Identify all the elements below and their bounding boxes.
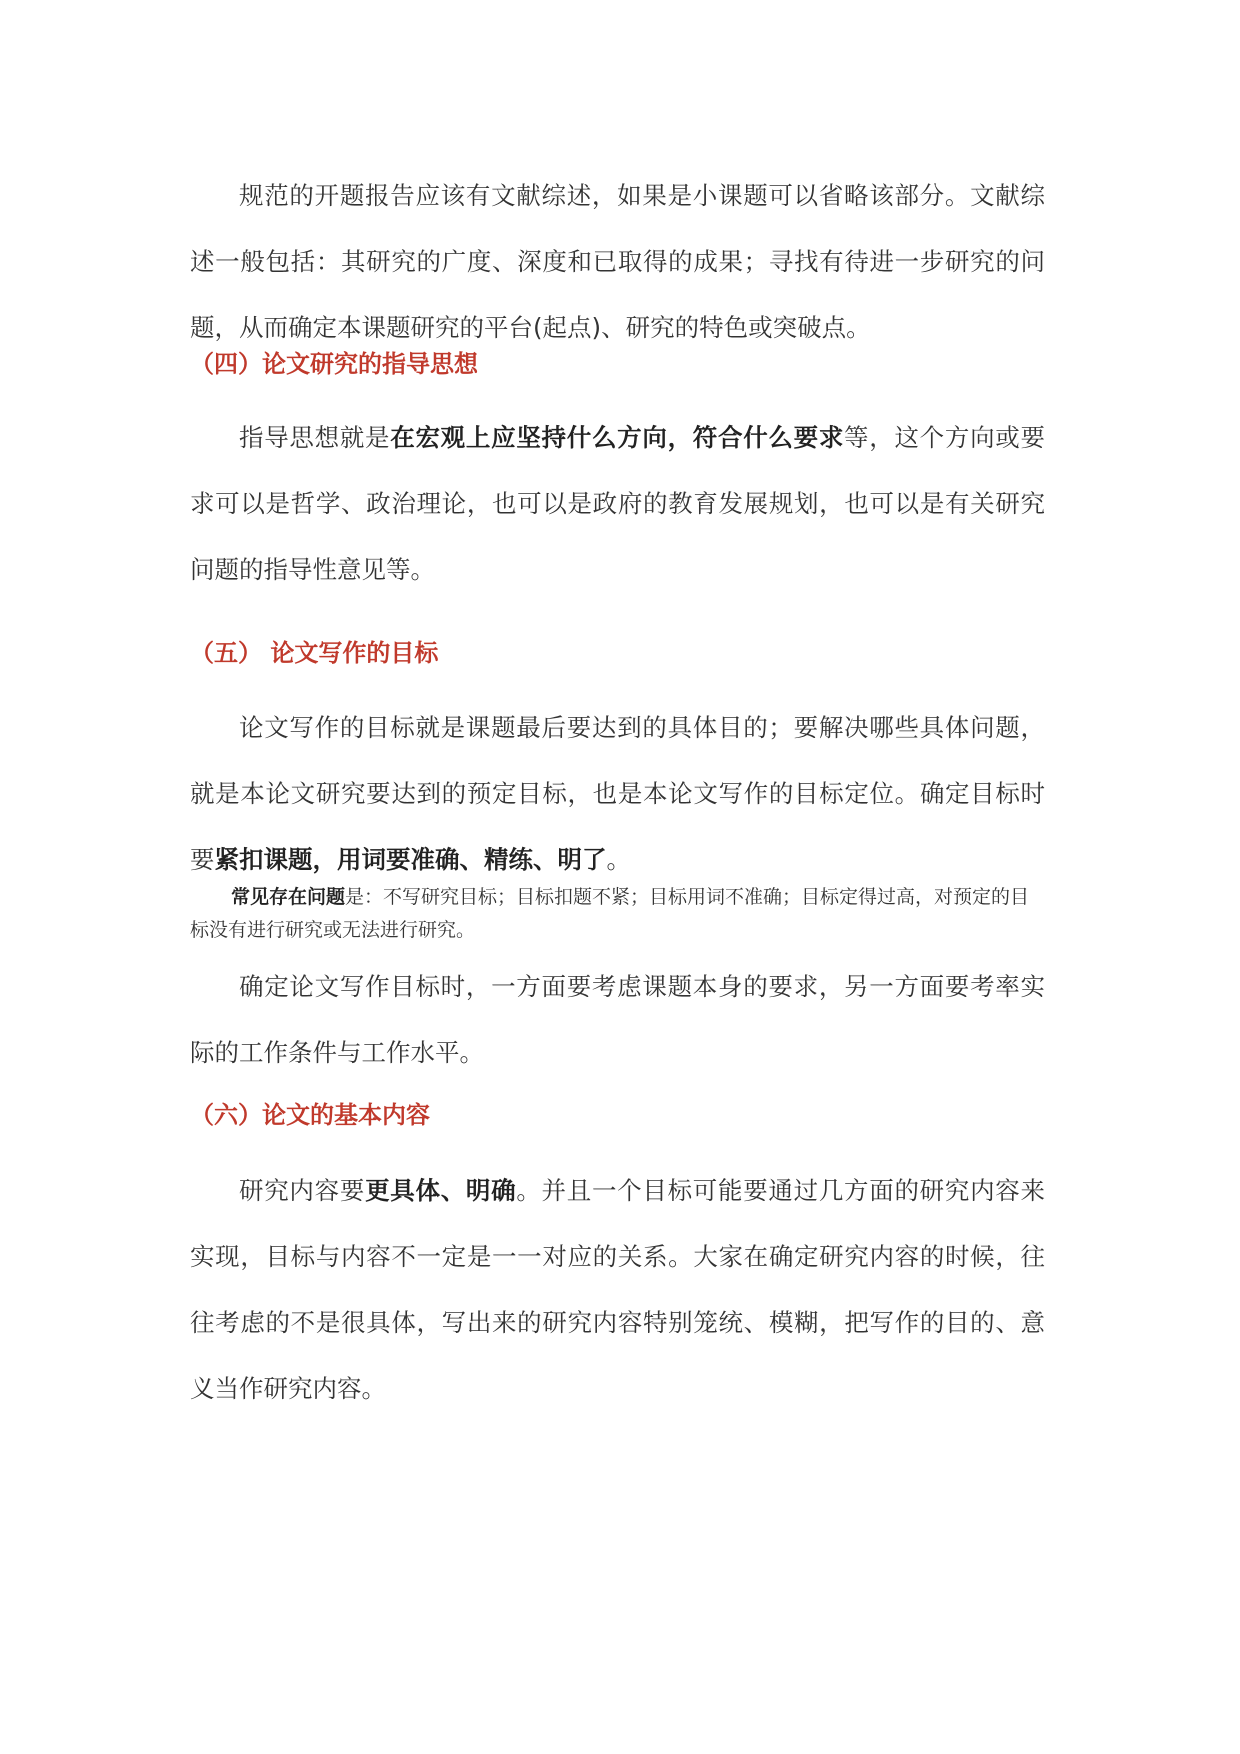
paragraph-writing-goals [190, 695, 1045, 893]
paragraph-literature-review [190, 163, 1045, 361]
text-run: 等，这个方向或要求可以是哲学、政治理论，也可以是政府的教育发展规划，也可以是有关研究问题的指导性意见等。 [190, 423, 1046, 584]
paragraph-goal-setting [190, 954, 1045, 1086]
text-run: 指导思想就是 [239, 423, 391, 452]
text-run: 论文写作的目标就是课题最后要达到的具体目的；要解决哪些具体问题，就是本论文研究要达到的预定目标，也是本论文写作的目标定位。确定目标时要 [190, 713, 1045, 874]
heading-basic-content: （六）论文的基本内容 [190, 1101, 430, 1129]
paragraph-guiding-ideology [190, 405, 1045, 603]
bold-text: 紧扣课题，用词要准确、精练、明了 [214, 845, 607, 874]
paragraph-basic-content [190, 1158, 1045, 1422]
text-run: 研究内容要 [239, 1176, 366, 1205]
paragraph-common-problems [190, 881, 1045, 947]
bold-text: 常见存在问题 [231, 886, 346, 908]
bold-text: 在宏观上应坚持什么方向，符合什么要求 [390, 423, 845, 452]
text-run: 。并且一个目标可能要通过几方面的研究内容来实现，目标与内容不一定是一一对应的关系。大家在确定研究内容的时候，往往考虑的不是很具体，写出来的研究内容特别笼统、模糊，把写作的目的、意义当作研究内容。 [190, 1176, 1046, 1403]
bold-text: 更具体、明确 [365, 1176, 517, 1205]
paragraph-text: 确定论文写作目标时，一方面要考虑课题本身的要求，另一方面要考率实际的工作条件与工作水平。 [190, 972, 1045, 1067]
heading-writing-goals: （五） 论文写作的目标 [190, 639, 439, 667]
paragraph-text: 规范的开题报告应该有文献综述，如果是小课题可以省略该部分。文献综述一般包括：其研究的广度、深度和已取得的成果；寻找有待进一步研究的问题，从而确定本课题研究的平台(起点)、研究的特色或突破点。 [190, 181, 1045, 342]
text-run: 是：不写研究目标；目标扣题不紧；目标用词不准确；目标定得过高，对预定的目标没有进行研究或无法进行研究。 [190, 886, 1030, 941]
text-run: 。 [606, 845, 631, 874]
heading-guiding-ideology: （四）论文研究的指导思想 [190, 350, 478, 378]
